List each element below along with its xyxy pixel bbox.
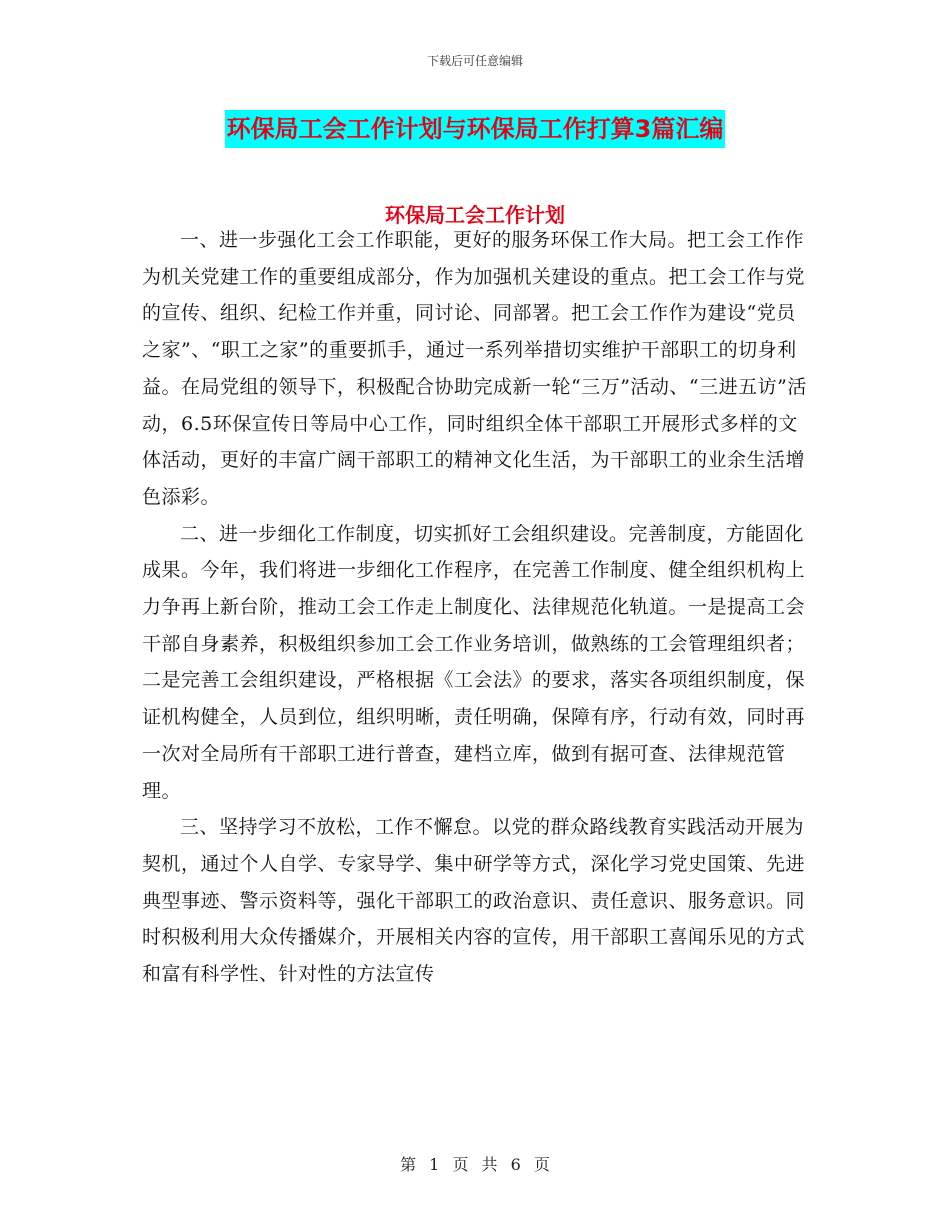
paragraph-2: 二、进一步细化工作制度，切实抓好工会组织建设。完善制度，方能固化成果。今年，我们将进一步细化工作程序，在完善工作制度、健全组织机构上力争再上新台阶，推动工会工作走上制度化、法律规范化轨道。一是提高工会干部自身素养，积极组织参加工会工作业务培训，做熟练的工会管理组织者；二是完善工会组织建设，严格根据《工会法》的要求，落实各项组织制度，保证机构健全，人员到位，组织明晰，责任明确，保障有序，行动有效，同时再一次对全局所有干部职工进行普查，建档立库，做到有据可查、法律规范管理。 xyxy=(142,522,806,802)
page-footer: 第 1 页 共 6 页 xyxy=(400,1155,550,1174)
section-title: 环保局工会工作计划 xyxy=(385,203,565,227)
document-title-block xyxy=(0,110,950,148)
document-title: 环保局工会工作计划与环保局工作打算3篇汇编 xyxy=(225,110,726,148)
body-text xyxy=(142,222,810,993)
paragraph-3: 三、坚持学习不放松，工作不懈怠。以党的群众路线教育实践活动开展为契机，通过个人自学、专家导学、集中研学等方式，深化学习党史国策、先进典型事迹、警示资料等，强化干部职工的政治意识、责任意识、服务意识。同时积极利用大众传播媒介，开展相关内容的宣传，用干部职工喜闻乐见的方式和富有科学性、针对性的方法宣传 xyxy=(142,816,806,986)
header-note: 下载后可任意编辑 xyxy=(426,54,523,68)
paragraph-1: 一、进一步强化工会工作职能，更好的服务环保工作大局。把工会工作作为机关党建工作的重要组成部分，作为加强机关建设的重点。把工会工作与党的宣传、组织、纪检工作并重，同讨论、同部署。把工会工作作为建设“党员之家”、“职工之家”的重要抓手，通过一系列举措切实维护干部职工的切身利益。在局党组的领导下，积极配合协助完成新一轮“三万”活动、“三进五访”活动，6.5环保宣传日等局中心工作，同时组织全体干部职工开展形式多样的文体活动，更好的丰富广阔干部职工的精神文化生活，为干部职工的业余生活增色添彩。 xyxy=(142,229,807,508)
